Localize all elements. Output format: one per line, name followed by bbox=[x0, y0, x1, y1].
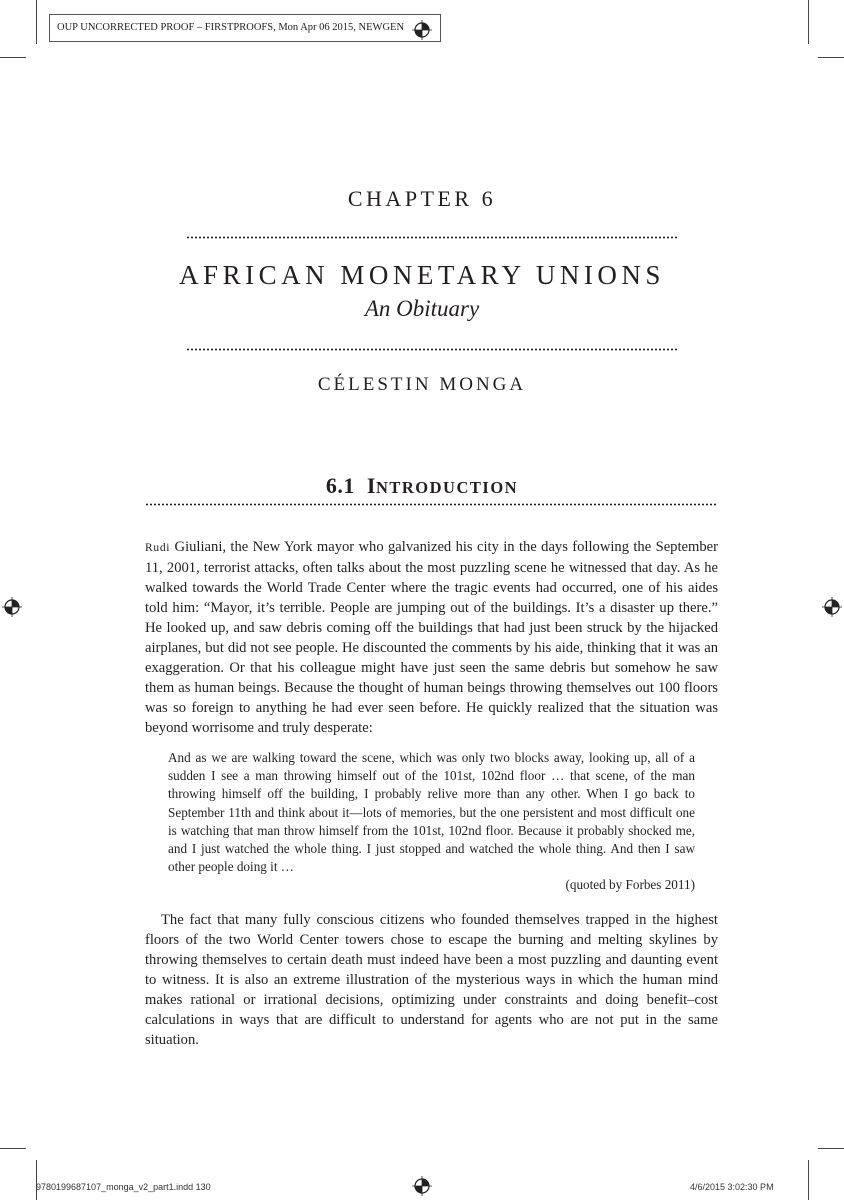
body-paragraph: The fact that many fully conscious citizens who founded themselves trapped in the highest floors of the two World Center towers chose to escape the burning and melting skylines by throwing themselves to certain death must indeed have been a most puzzling and daunting event to witness. It is also an extreme illustration of the mysterious ways in which the human mind makes rational or irrational decisions, optimizing under constraints and doing benefit–cost calculations in ways that are difficult to understand for agents who are not put in the same situation. bbox=[145, 912, 718, 1048]
crop-mark bbox=[0, 57, 26, 58]
block-quote: And as we are walking toward the scene, which was only two blocks away, looking up, all of a sudden I see a man throwing himself out of the 101st, 102nd floor … that scene, of the man throwing himself off the building, I probably relive more than any other. When I go back to September 11th and think about it—lots of memories, but the one persistent and most difficult one is watching that man throw himself from the 101st, 102nd floor. Because it probably shocked me, and I just watched the whole thing. I just stopped and watched the whole thing. And then I saw other people doing it … bbox=[168, 750, 695, 875]
dotted-rule bbox=[186, 236, 678, 239]
crop-mark bbox=[818, 57, 844, 58]
chapter-subtitle: An Obituary bbox=[364, 296, 480, 321]
section-number: 6.1 bbox=[325, 473, 355, 498]
crop-mark bbox=[808, 0, 809, 44]
section-title-rest: NTRODUCTION bbox=[375, 478, 519, 497]
lead-in-small-caps: Rudi bbox=[145, 542, 171, 554]
registration-target-icon bbox=[822, 597, 842, 617]
crop-mark bbox=[0, 1148, 26, 1149]
registration-target-icon bbox=[412, 1176, 432, 1196]
chapter-title: AFRICAN MONETARY UNIONS bbox=[179, 260, 665, 290]
footer-timestamp: 4/6/2015 3:02:30 PM bbox=[690, 1182, 774, 1192]
registration-target-icon bbox=[2, 597, 22, 617]
proof-header: OUP UNCORRECTED PROOF – FIRSTPROOFS, Mon Apr 06 2015, NEWGEN bbox=[49, 14, 441, 42]
dotted-rule bbox=[145, 503, 718, 506]
section-heading bbox=[0, 473, 844, 499]
paragraph-text: Giuliani, the New York mayor who galvanized his city in the days following the September 11, 2001, terrorist attacks, often talks about the most puzzling scene he witnessed that day. As he walked towards the World Trade Center where the tragic events had occurred, one of his aides told him: “Mayor, it’s terrible. People are jumping out of the buildings. It’s a disaster up there.” He looked up, and saw debris coming off the buildings that had just been struck by the hijacked airplanes, but did not see people. He discounted the comments by his aide, thinking that it was an exaggeration. Or that his colleague might have just seen the same debris but somehow he saw them as human beings. Because the thought of human beings throwing themselves out 100 floors was so foreign to anything he had ever seen before. He quickly realized that the situation was beyond worrisome and truly desperate: bbox=[145, 539, 718, 736]
crop-mark bbox=[36, 0, 37, 44]
quote-citation: (quoted by Forbes 2011) bbox=[565, 877, 695, 892]
body-paragraph bbox=[145, 537, 718, 738]
crop-mark bbox=[818, 1148, 844, 1149]
crop-mark bbox=[36, 1160, 37, 1200]
footer-file-info: 9780199687107_monga_v2_part1.indd 130 bbox=[36, 1182, 211, 1192]
registration-target-icon bbox=[412, 20, 432, 40]
section-title-initial: I bbox=[366, 473, 376, 498]
chapter-author: CÉLESTIN MONGA bbox=[317, 374, 527, 395]
chapter-label: CHAPTER 6 bbox=[347, 186, 497, 211]
dotted-rule bbox=[186, 348, 678, 351]
crop-mark bbox=[808, 1160, 809, 1200]
